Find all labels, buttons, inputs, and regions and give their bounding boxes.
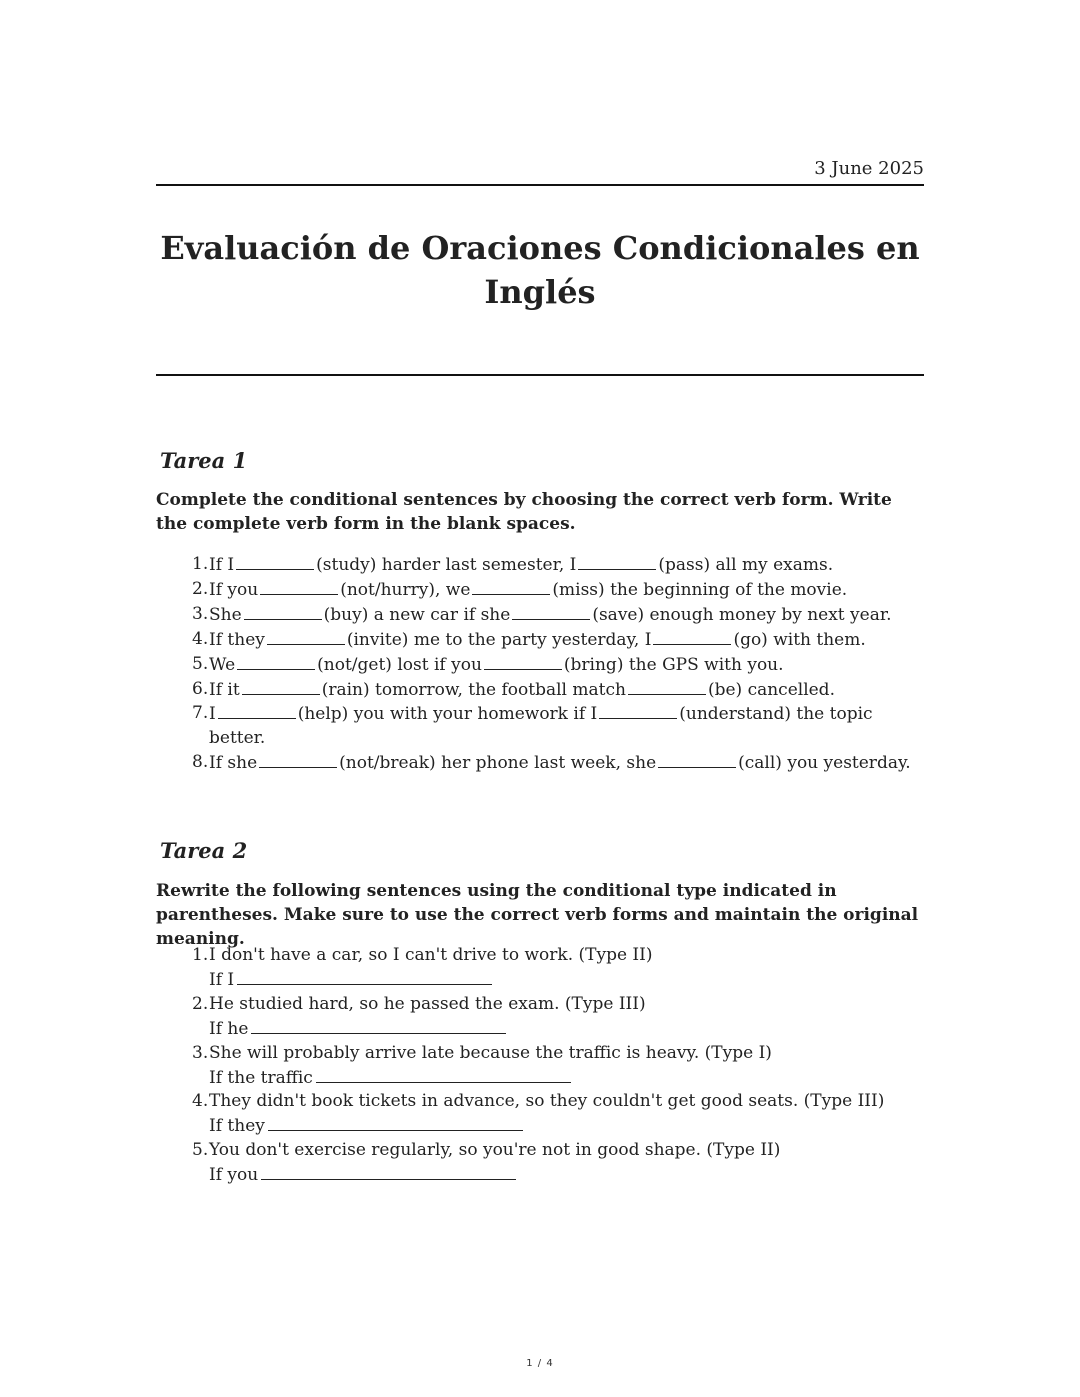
rewrite-prompt: If he [209, 1018, 249, 1039]
answer-blank[interactable] [218, 702, 296, 719]
answer-line[interactable] [268, 1114, 523, 1131]
task-2-heading: Tarea 2 [160, 838, 248, 863]
original-sentence: I don't have a car, so I can't drive to work. (Type II) [209, 945, 653, 965]
item-number: 3. [192, 1042, 209, 1063]
sentence-part: (study) harder last semester, I [316, 555, 577, 575]
answer-line[interactable] [251, 1017, 506, 1034]
answer-line[interactable] [261, 1163, 516, 1180]
sentence-part: (bring) the GPS with you. [563, 654, 784, 675]
item-number: 4. [192, 1091, 209, 1112]
list-item [192, 578, 912, 603]
task-1-heading: Tarea 1 [160, 448, 248, 473]
page-number: 1 / 4 [526, 1358, 554, 1369]
answer-blank[interactable] [653, 628, 731, 645]
original-sentence: You don't exercise regularly, so you're not in good shape. (Type II) [209, 1140, 781, 1161]
sentence-part: (go) with them. [733, 629, 866, 650]
sentence-part: (not/hurry), we [340, 579, 471, 600]
sentence-part: (buy) a new car if she [323, 604, 511, 625]
sentence-part: (rain) tomorrow, the football match [321, 679, 626, 700]
sentence-part: (pass) all my exams. [658, 555, 834, 575]
item-number: 7. [192, 703, 209, 724]
page-title: Evaluación de Oraciones Condicionales en Inglés [160, 229, 920, 311]
rewrite-prompt: If you [209, 1165, 259, 1186]
item-number: 2. [192, 578, 209, 599]
sentence-part: (not/get) lost if you [317, 654, 482, 675]
sentence-part: (be) cancelled. [707, 679, 835, 700]
sentence-part: (not/break) her phone last week, she [339, 753, 657, 774]
rewrite-prompt: If I [209, 969, 235, 990]
task-1-instruction: Complete the conditional sentences by choosing the correct verb form. Write the complete verb form in the blank spaces. [156, 490, 892, 534]
list-item [192, 1090, 912, 1139]
task-1-list [192, 553, 912, 776]
original-sentence: She will probably arrive late because the traffic is heavy. (Type I) [209, 1042, 772, 1063]
item-number: 2. [192, 993, 209, 1014]
sentence-part: If I [209, 555, 235, 575]
item-number: 5. [192, 653, 209, 674]
answer-blank[interactable] [512, 603, 590, 620]
item-number: 8. [192, 752, 209, 773]
list-item [192, 1042, 912, 1091]
title-rule [156, 374, 924, 376]
original-sentence: They didn't book tickets in advance, so they couldn't get good seats. (Type III) [209, 1091, 885, 1112]
answer-blank[interactable] [658, 751, 736, 768]
sentence-part: If she [209, 753, 258, 774]
list-item [192, 603, 912, 628]
answer-blank[interactable] [236, 553, 314, 570]
rewrite-prompt: If they [209, 1116, 265, 1137]
sentence-part: If you [209, 579, 259, 600]
sentence-part: She [209, 604, 242, 625]
item-number: 1. [192, 945, 209, 965]
rewrite-prompt: If the traffic [209, 1067, 313, 1088]
answer-line[interactable] [237, 968, 492, 985]
answer-blank[interactable] [599, 702, 677, 719]
item-number: 6. [192, 678, 209, 699]
task-2-list [192, 944, 912, 1188]
item-number: 4. [192, 628, 209, 649]
sentence-part: (save) enough money by next year. [592, 604, 892, 625]
list-item [192, 653, 912, 678]
answer-blank[interactable] [472, 578, 550, 595]
answer-line[interactable] [316, 1066, 571, 1083]
list-item [192, 993, 912, 1042]
list-item [192, 944, 912, 993]
sentence-part: (understand) the topic better. [209, 704, 873, 749]
answer-blank[interactable] [260, 578, 338, 595]
sentence-part: (call) you yesterday. [738, 753, 911, 774]
list-item [192, 751, 912, 776]
answer-blank[interactable] [484, 653, 562, 670]
item-number: 3. [192, 603, 209, 624]
answer-blank[interactable] [244, 603, 322, 620]
answer-blank[interactable] [267, 628, 345, 645]
answer-blank[interactable] [242, 678, 320, 695]
sentence-part: (help) you with your homework if I [297, 704, 598, 725]
item-number: 1. [192, 554, 209, 574]
sentence-part: If they [209, 629, 265, 650]
item-number: 5. [192, 1140, 209, 1161]
list-item [192, 1139, 912, 1188]
document-date: 3 June 2025 [814, 158, 924, 179]
list-item [192, 678, 912, 703]
task-2-instruction: Rewrite the following sentences using the conditional type indicated in parentheses. Make sure to use the correct verb forms and maintain the original meaning. [156, 881, 919, 949]
answer-blank[interactable] [237, 653, 315, 670]
list-item [192, 628, 912, 653]
list-item [192, 553, 912, 578]
sentence-part: If it [209, 679, 240, 700]
list-item [192, 702, 912, 751]
header-rule [156, 184, 924, 186]
answer-blank[interactable] [578, 553, 656, 570]
sentence-part: (miss) the beginning of the movie. [552, 579, 848, 600]
original-sentence: He studied hard, so he passed the exam. (Type III) [209, 993, 646, 1014]
sentence-part: We [209, 654, 236, 675]
sentence-part: I [209, 704, 216, 725]
sentence-part: (invite) me to the party yesterday, I [346, 629, 652, 650]
answer-blank[interactable] [259, 751, 337, 768]
answer-blank[interactable] [628, 678, 706, 695]
